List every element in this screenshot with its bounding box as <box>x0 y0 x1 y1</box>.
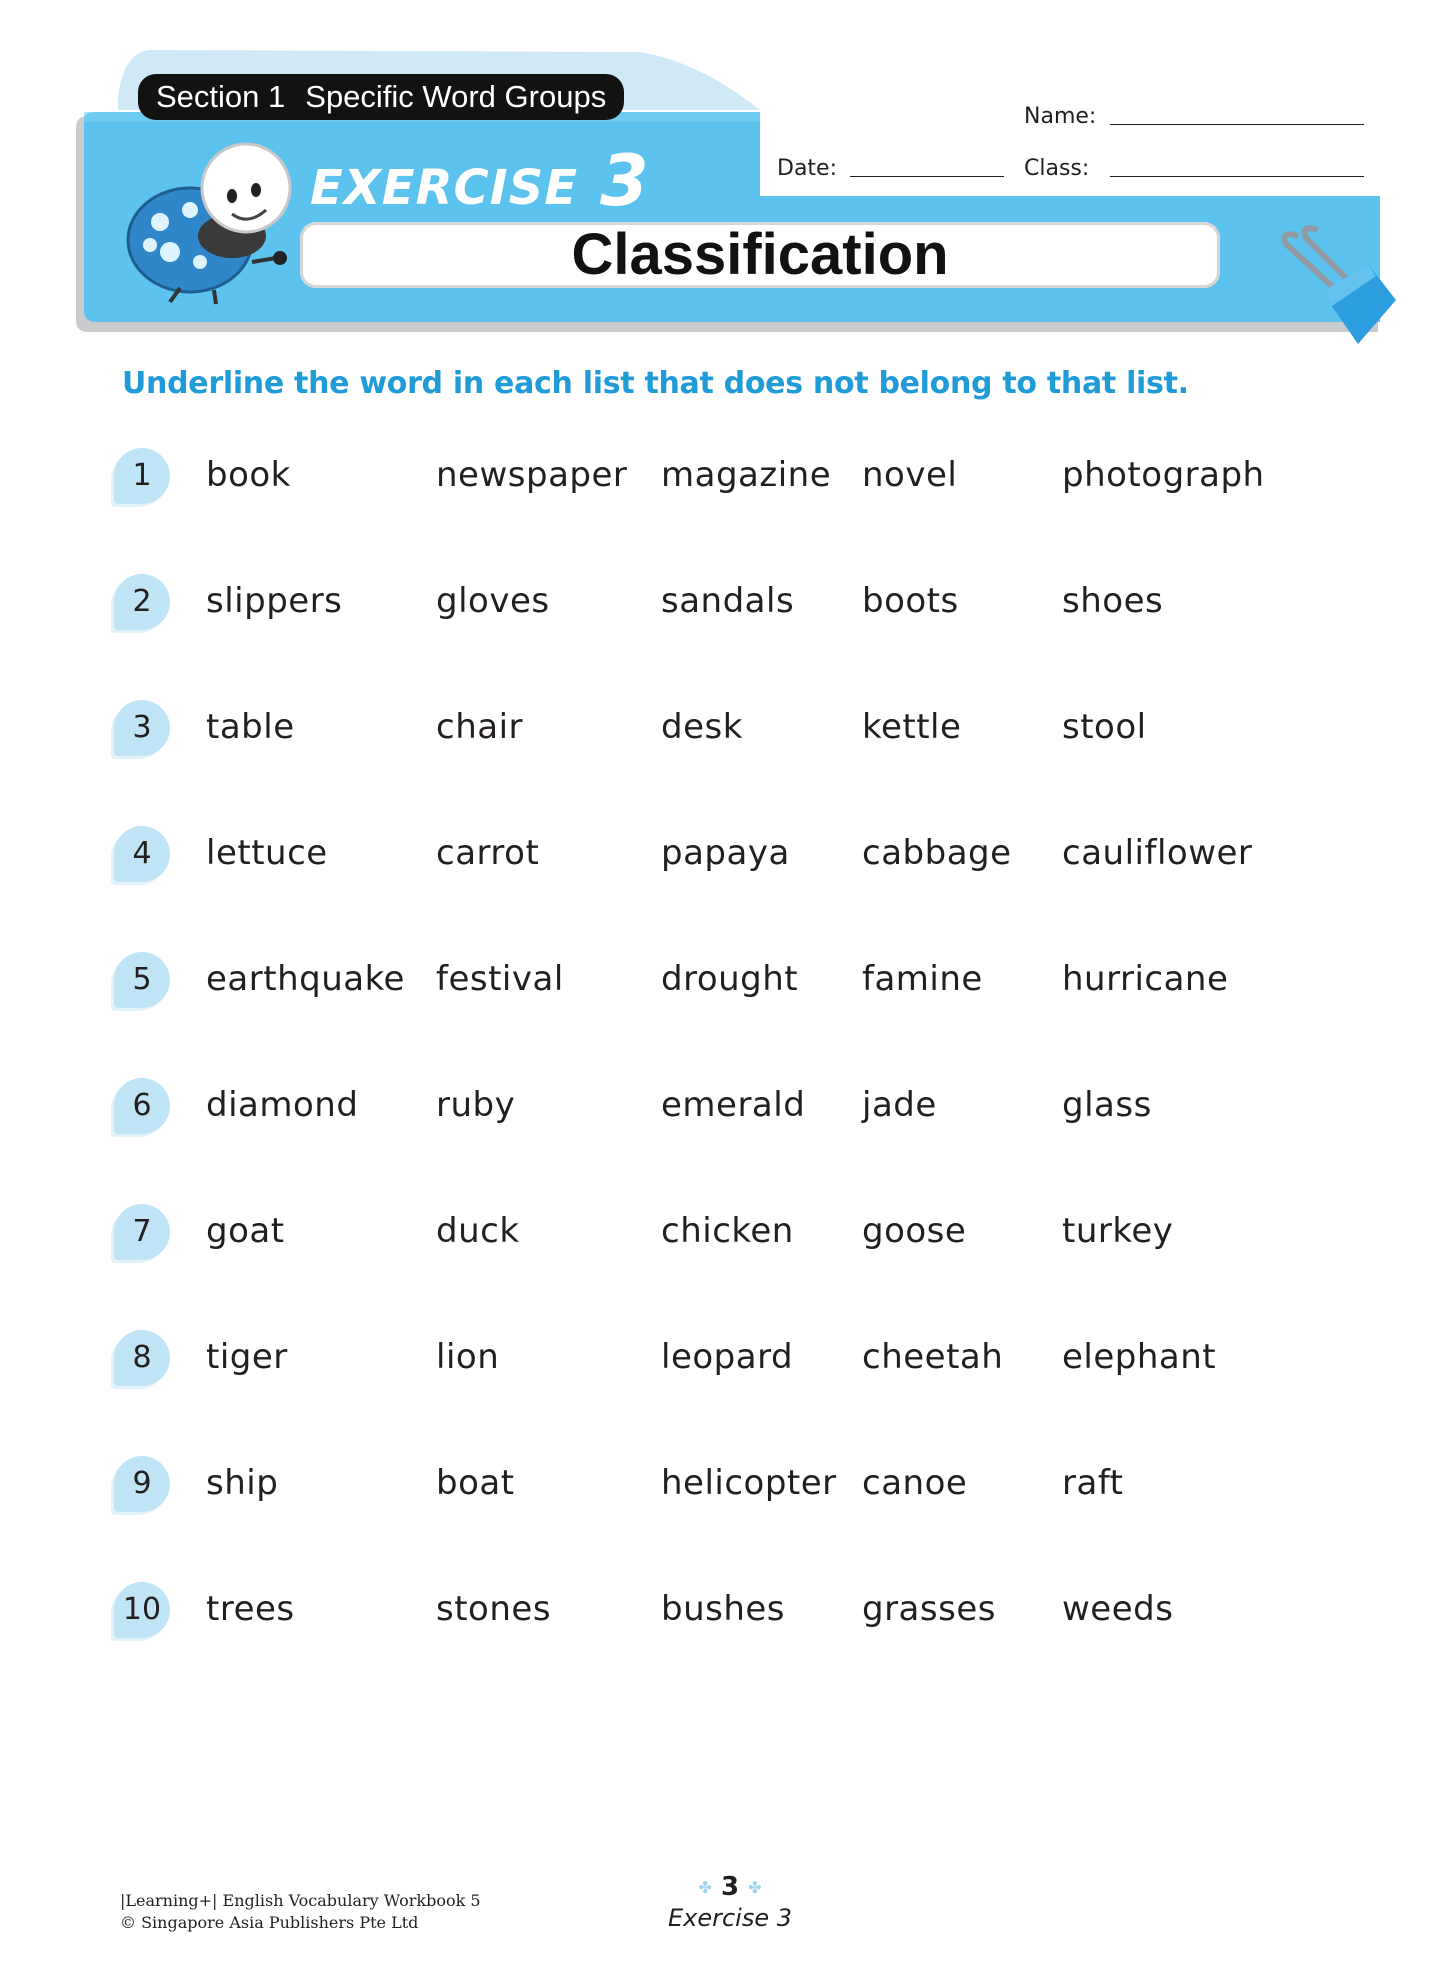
word-option[interactable]: gloves <box>436 581 550 621</box>
question-number-badge: 2 <box>114 574 170 630</box>
question-number-badge: 8 <box>114 1330 170 1386</box>
exercise-number: 3 <box>600 140 649 222</box>
word-option[interactable]: stones <box>436 1589 552 1629</box>
footer-book-title: |Learning+| English Vocabulary Workbook 5 <box>120 1891 481 1910</box>
list-row <box>0 1582 1445 1652</box>
word-option[interactable]: jade <box>862 1085 937 1125</box>
word-option[interactable]: trees <box>206 1589 295 1629</box>
title-box <box>300 222 1220 288</box>
date-label: Date: <box>777 156 837 181</box>
list-row <box>0 952 1445 1022</box>
word-option[interactable]: lettuce <box>206 833 328 873</box>
footer-copyright: © Singapore Asia Publishers Pte Ltd <box>120 1913 419 1932</box>
word-option[interactable]: boots <box>862 581 959 621</box>
word-option[interactable]: chicken <box>661 1211 794 1251</box>
word-option[interactable]: hurricane <box>1062 959 1229 999</box>
list-row <box>0 574 1445 644</box>
word-option[interactable]: photograph <box>1062 455 1265 495</box>
header-banner <box>0 0 1445 360</box>
date-field[interactable] <box>850 176 1004 177</box>
word-option[interactable]: duck <box>436 1211 520 1251</box>
class-label: Class: <box>1024 156 1090 181</box>
exercise-label: EXERCISE <box>310 160 578 216</box>
page-number-value: 3 <box>720 1872 740 1902</box>
word-option[interactable]: earthquake <box>206 959 405 999</box>
word-option[interactable]: chair <box>436 707 524 747</box>
page-title: Classification <box>571 222 949 287</box>
word-option[interactable]: tiger <box>206 1337 288 1377</box>
word-option[interactable]: boat <box>436 1463 515 1503</box>
word-option[interactable]: bushes <box>661 1589 786 1629</box>
word-option[interactable]: cheetah <box>862 1337 1004 1377</box>
section-title: Specific Word Groups <box>305 79 607 114</box>
word-option[interactable]: diamond <box>206 1085 359 1125</box>
word-option[interactable]: goat <box>206 1211 285 1251</box>
word-option[interactable]: emerald <box>661 1085 806 1125</box>
word-option[interactable]: ruby <box>436 1085 516 1125</box>
question-number-badge: 9 <box>114 1456 170 1512</box>
question-number-badge: 5 <box>114 952 170 1008</box>
word-option[interactable]: helicopter <box>661 1463 837 1503</box>
word-option[interactable]: cabbage <box>862 833 1012 873</box>
word-option[interactable]: drought <box>661 959 799 999</box>
word-option[interactable]: desk <box>661 707 743 747</box>
word-option[interactable]: stool <box>1062 707 1147 747</box>
page-number <box>690 1872 770 1902</box>
question-number-badge: 1 <box>114 448 170 504</box>
word-option[interactable]: lion <box>436 1337 500 1377</box>
footer-exercise-label: Exercise 3 <box>667 1904 793 1932</box>
class-field[interactable] <box>1110 176 1364 177</box>
name-label: Name: <box>1024 104 1097 129</box>
list-row <box>0 1078 1445 1148</box>
section-number: Section 1 <box>156 79 286 114</box>
word-option[interactable]: book <box>206 455 291 495</box>
word-option[interactable]: famine <box>862 959 983 999</box>
question-number-badge: 6 <box>114 1078 170 1134</box>
flower-ornament-icon: ✤ <box>748 1878 762 1897</box>
word-option[interactable]: leopard <box>661 1337 794 1377</box>
question-number-badge: 7 <box>114 1204 170 1260</box>
word-option[interactable]: kettle <box>862 707 962 747</box>
word-option[interactable]: shoes <box>1062 581 1164 621</box>
list-row <box>0 826 1445 896</box>
word-option[interactable]: festival <box>436 959 564 999</box>
word-option[interactable]: slippers <box>206 581 343 621</box>
list-row <box>0 1330 1445 1400</box>
list-row <box>0 700 1445 770</box>
flower-ornament-icon: ✤ <box>698 1878 712 1897</box>
instruction-text: Underline the word in each list that does not belong to that list. <box>122 366 1189 401</box>
list-row <box>0 448 1445 518</box>
word-option[interactable]: sandals <box>661 581 795 621</box>
list-row <box>0 1204 1445 1274</box>
word-option[interactable]: raft <box>1062 1463 1124 1503</box>
word-option[interactable]: turkey <box>1062 1211 1174 1251</box>
word-option[interactable]: ship <box>206 1463 279 1503</box>
word-option[interactable]: table <box>206 707 295 747</box>
word-option[interactable]: papaya <box>661 833 790 873</box>
word-option[interactable]: newspaper <box>436 455 628 495</box>
word-option[interactable]: novel <box>862 455 958 495</box>
word-option[interactable]: cauliflower <box>1062 833 1253 873</box>
section-label <box>138 74 624 120</box>
word-option[interactable]: elephant <box>1062 1337 1217 1377</box>
name-field[interactable] <box>1110 124 1364 125</box>
word-option[interactable]: canoe <box>862 1463 968 1503</box>
word-option[interactable]: glass <box>1062 1085 1152 1125</box>
question-number-badge: 3 <box>114 700 170 756</box>
word-option[interactable]: goose <box>862 1211 967 1251</box>
list-row <box>0 1456 1445 1526</box>
word-option[interactable]: weeds <box>1062 1589 1174 1629</box>
question-number-badge: 4 <box>114 826 170 882</box>
word-option[interactable]: carrot <box>436 833 540 873</box>
footer-credits <box>120 1890 481 1934</box>
question-number-badge: 10 <box>114 1582 170 1638</box>
word-option[interactable]: magazine <box>661 455 832 495</box>
word-option[interactable]: grasses <box>862 1589 996 1629</box>
